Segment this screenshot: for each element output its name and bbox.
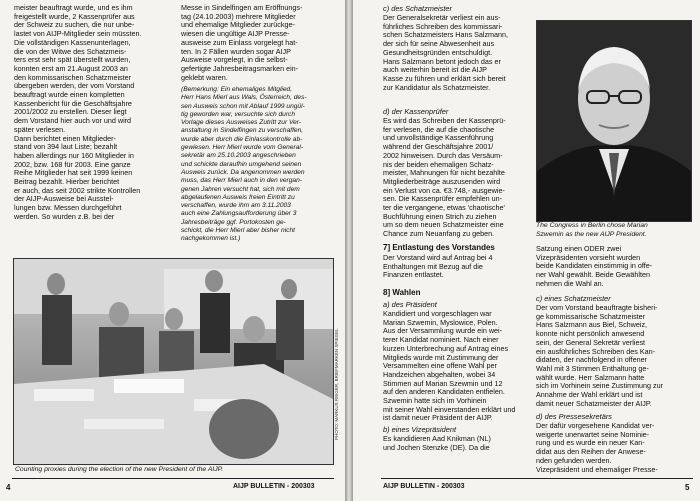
page-gutter <box>345 0 353 501</box>
portrait-image <box>537 21 691 221</box>
photo-image <box>14 259 333 464</box>
heading-president: a) des Präsident <box>383 300 437 309</box>
heading-vice-president: b) eines Vizepräsident <box>383 425 456 434</box>
page-number-right: 5 <box>685 483 690 492</box>
footer-rule <box>12 478 334 479</box>
left-column-2-note: (Bemerkung: Ein ehemaliges Mitglied, Herr Hans Mierl aus Wals, Österreich, des- sen Ausweis schon mit Ablauf 1999 ungül- tig geworden war, versuchte sich durch Vorlage dieses Ausweises Zutritt zur Ver- anstaltung in Sindelfingen zu verschaffen, wurde aber durch die Einlasskontrolle ab- gewiesen. Herr Mierl wurde vom General- sekretär am 25.10.2003 angeschrieben und schickte daraufhin umgehend seinen Ausweis zurück. Da angenommen werden muss, das Herr Mierl auch in den vergan- genen Jahren versucht hat, sich mit dem abgelaufenen Ausweis freien Eintritt zu verschaffen, wurde ihm am 3.11.2003 auch eine Zahlungsaufforderung über 3 Jahresbeiträge ggf. Portokosten ge- schickt, die Herr Mierl aber bisher nicht nachgekommen ist.) <box>181 86 307 243</box>
photo-counting-proxies <box>13 258 334 465</box>
heading-section-8: 8] Wahlen <box>383 288 421 297</box>
heading-press-secretary: d) des Pressesekretärs <box>536 412 612 421</box>
left-page <box>0 0 345 501</box>
heading-auditors: d) der Kassenprüfer <box>383 107 449 116</box>
vice-president-continued-text: Satzung einen ODER zwei Vizepräsidenten vorsieht wurden beide Kandidaten einstimmig in offe- ner Wahl gewählt. Beide Gewählten nehmen die Wahl an. <box>536 244 653 288</box>
auditors-text: Es wird das Schreiben der Kassenprü- fer verlesen, die auf die chaotische und unvollständige Kassenführung während der Geschäftsjahre 2001/ 2002 hinweisen. Durch das Versäum- nis der beiden ehemaligen Schatz- meister, Mahnungen für nicht bezahlte Mitgliederbeiträge auszusenden wird ein Verlust von ca. €3.748,- ausgewie- sen. Die Kassenprüfer empfehlen un- ter die vergangene, etwas 'chaotische' Buchführung einen Strich zu ziehen um so dem neuen Schatzmeister eine Chance zum Neuanfang zu geben. <box>383 116 506 239</box>
photo-credit: PHOTO: MARKUS RIEGER, BRIEFMARKEN SPIEGEL <box>334 328 339 440</box>
right-page <box>353 0 700 501</box>
elect-treasurer-text: Der vom Vorstand beauftragte bisheri- ge kommissarische Schatzmeister Hans Salzmann aus Biel, Schweiz, konnte nicht persönlich anwesend sein, der General Sekretär verliest ein ausführliches Schreiben des Kan- didaten, der nachfolgend in offener Wahl mit 3 Stimmen Enthaltung ge- wählt wurde. Herr Salzmann hatte sich im Vorhinein seine Zustimmung zur Annahme der Wahl erklärt und ist damit neuer Schatzmeister der AIJP. <box>536 303 664 408</box>
footer-left: AIJP BULLETIN - 200303 <box>233 483 315 490</box>
heading-elect-treasurer: c) eines Schatzmeister <box>536 294 611 303</box>
photo-president-portrait <box>536 20 692 222</box>
president-text: Kandidiert und vorgeschlagen war Marian Szwemin, Myslowice, Polen. Aus der Versammlung wurde ein wei- terer Kandidat nominiert. Nach einer kurzen Unterbrechung auf Antrag eines Mitglieds wurde mit Zustimmung der Versammelten eine offene Wahl per Handzeichen abgehalten, wobei 34 Stimmen auf Marian Szewmin und 12 auf den anderen Kandidaten entfielen. Szwemin hatte sich im Vorhinein mit seiner Wahl einverstanden erklärt und ist damit neuer Präsident der AIJP. <box>383 309 516 423</box>
heading-section-7: 7] Entlastung des Vorstandes <box>383 243 495 252</box>
treasurer-text: Der Generalsekretär verliest ein aus- führliches Schreiben des kommissari- schen Schatzmeisters Hans Salzmann, der sich für seine Abwesenheit aus Gesundheitsgründen entschuldigt. Hans Salzmann betont jedoch das er auch weiterhin bereit ist die AIJP Kasse zu führen und erklärt sich bereit zur Kandidatur als Schatzmeister. <box>383 13 509 92</box>
footer-right: AIJP BULLETIN - 200303 <box>383 483 465 490</box>
left-column-2-text: Messe in Sindelfingen am Eröffnungs- tag (24.10.2003) mehrere Mitglieder und ehemalige Mitglieder zurückge- wiesen die ungültige AIJP Presse- ausweise zum Einlass vorgelegt hat- ten. In 2 Fällen wurden sogar AIJP Ausweise vorgelegt, in die selbst- gefertigte Jahresbeitragsmarken ein- geklebt waren. <box>181 3 303 82</box>
press-secretary-text: Der dafür vorgesehene Kandidat ver- weigerte unerwartet seine Nominie- rung und es wurde ein neuer Kan- didat aus den Reihen der Anwese- nden gefunden werden. Vizepräsident und ehemaliger Presse- <box>536 421 658 474</box>
photo-caption: Counting proxies during the election of the new President of the AIJP. <box>15 466 224 473</box>
footer-rule-right <box>381 478 693 479</box>
page-number-left: 4 <box>6 483 11 492</box>
vice-president-text: Es kandidieren Aad Knikman (NL) und Jochen Stenzke (DE). Da die <box>383 434 491 452</box>
left-column-1: meister beauftragt wurde, und es ihm freigestellt wurde, 2 Kassenprüfer aus der Schweiz zu suchen, die nur unbe- lastet von AIJP-Mitglieder sein müssten. Die vollständigen Kassenunterlagen, die von der Witwe des Schatzmeis- ters erst sehr spät überstellt wurden, konnten erst am 21.August 2003 an den kommissarischen Schatzmeister übergeben werden, der vom Vorstand beauftragt wurde einen kompletten Kassenbericht für die Geschäftsjahre 2001/2002 zu erstellen. Dieser liegt dem Vorstand hier auch vor und wird später verlesen. Dann berichtet einen Mitglieder- stand von 394 laut Liste; bezahlt haben allerdings nur 160 Mitglieder in 2002, bzw. 168 für 2003. Eine ganze Reihe Mitglieder hat seit 1999 keinen Beitrag bezahlt. Hierber berichtet er auch, das seit 2002 strikte Kontrollen der AIJP-Ausweise bei Ausstel- lungen bzw. Messen durchgeführt werden. So wurden z.B. bei der <box>14 3 142 221</box>
portrait-caption: The Congress in Berlin chose Marian Szwemin as the new AIJP President. <box>536 222 648 238</box>
heading-treasurer: c) des Schatzmeister <box>383 4 453 13</box>
section-7-text: Der Vorstand wird auf Antrag bei 4 Enthaltungen mit Bezug auf die Finanzen entlastet. <box>383 253 493 280</box>
